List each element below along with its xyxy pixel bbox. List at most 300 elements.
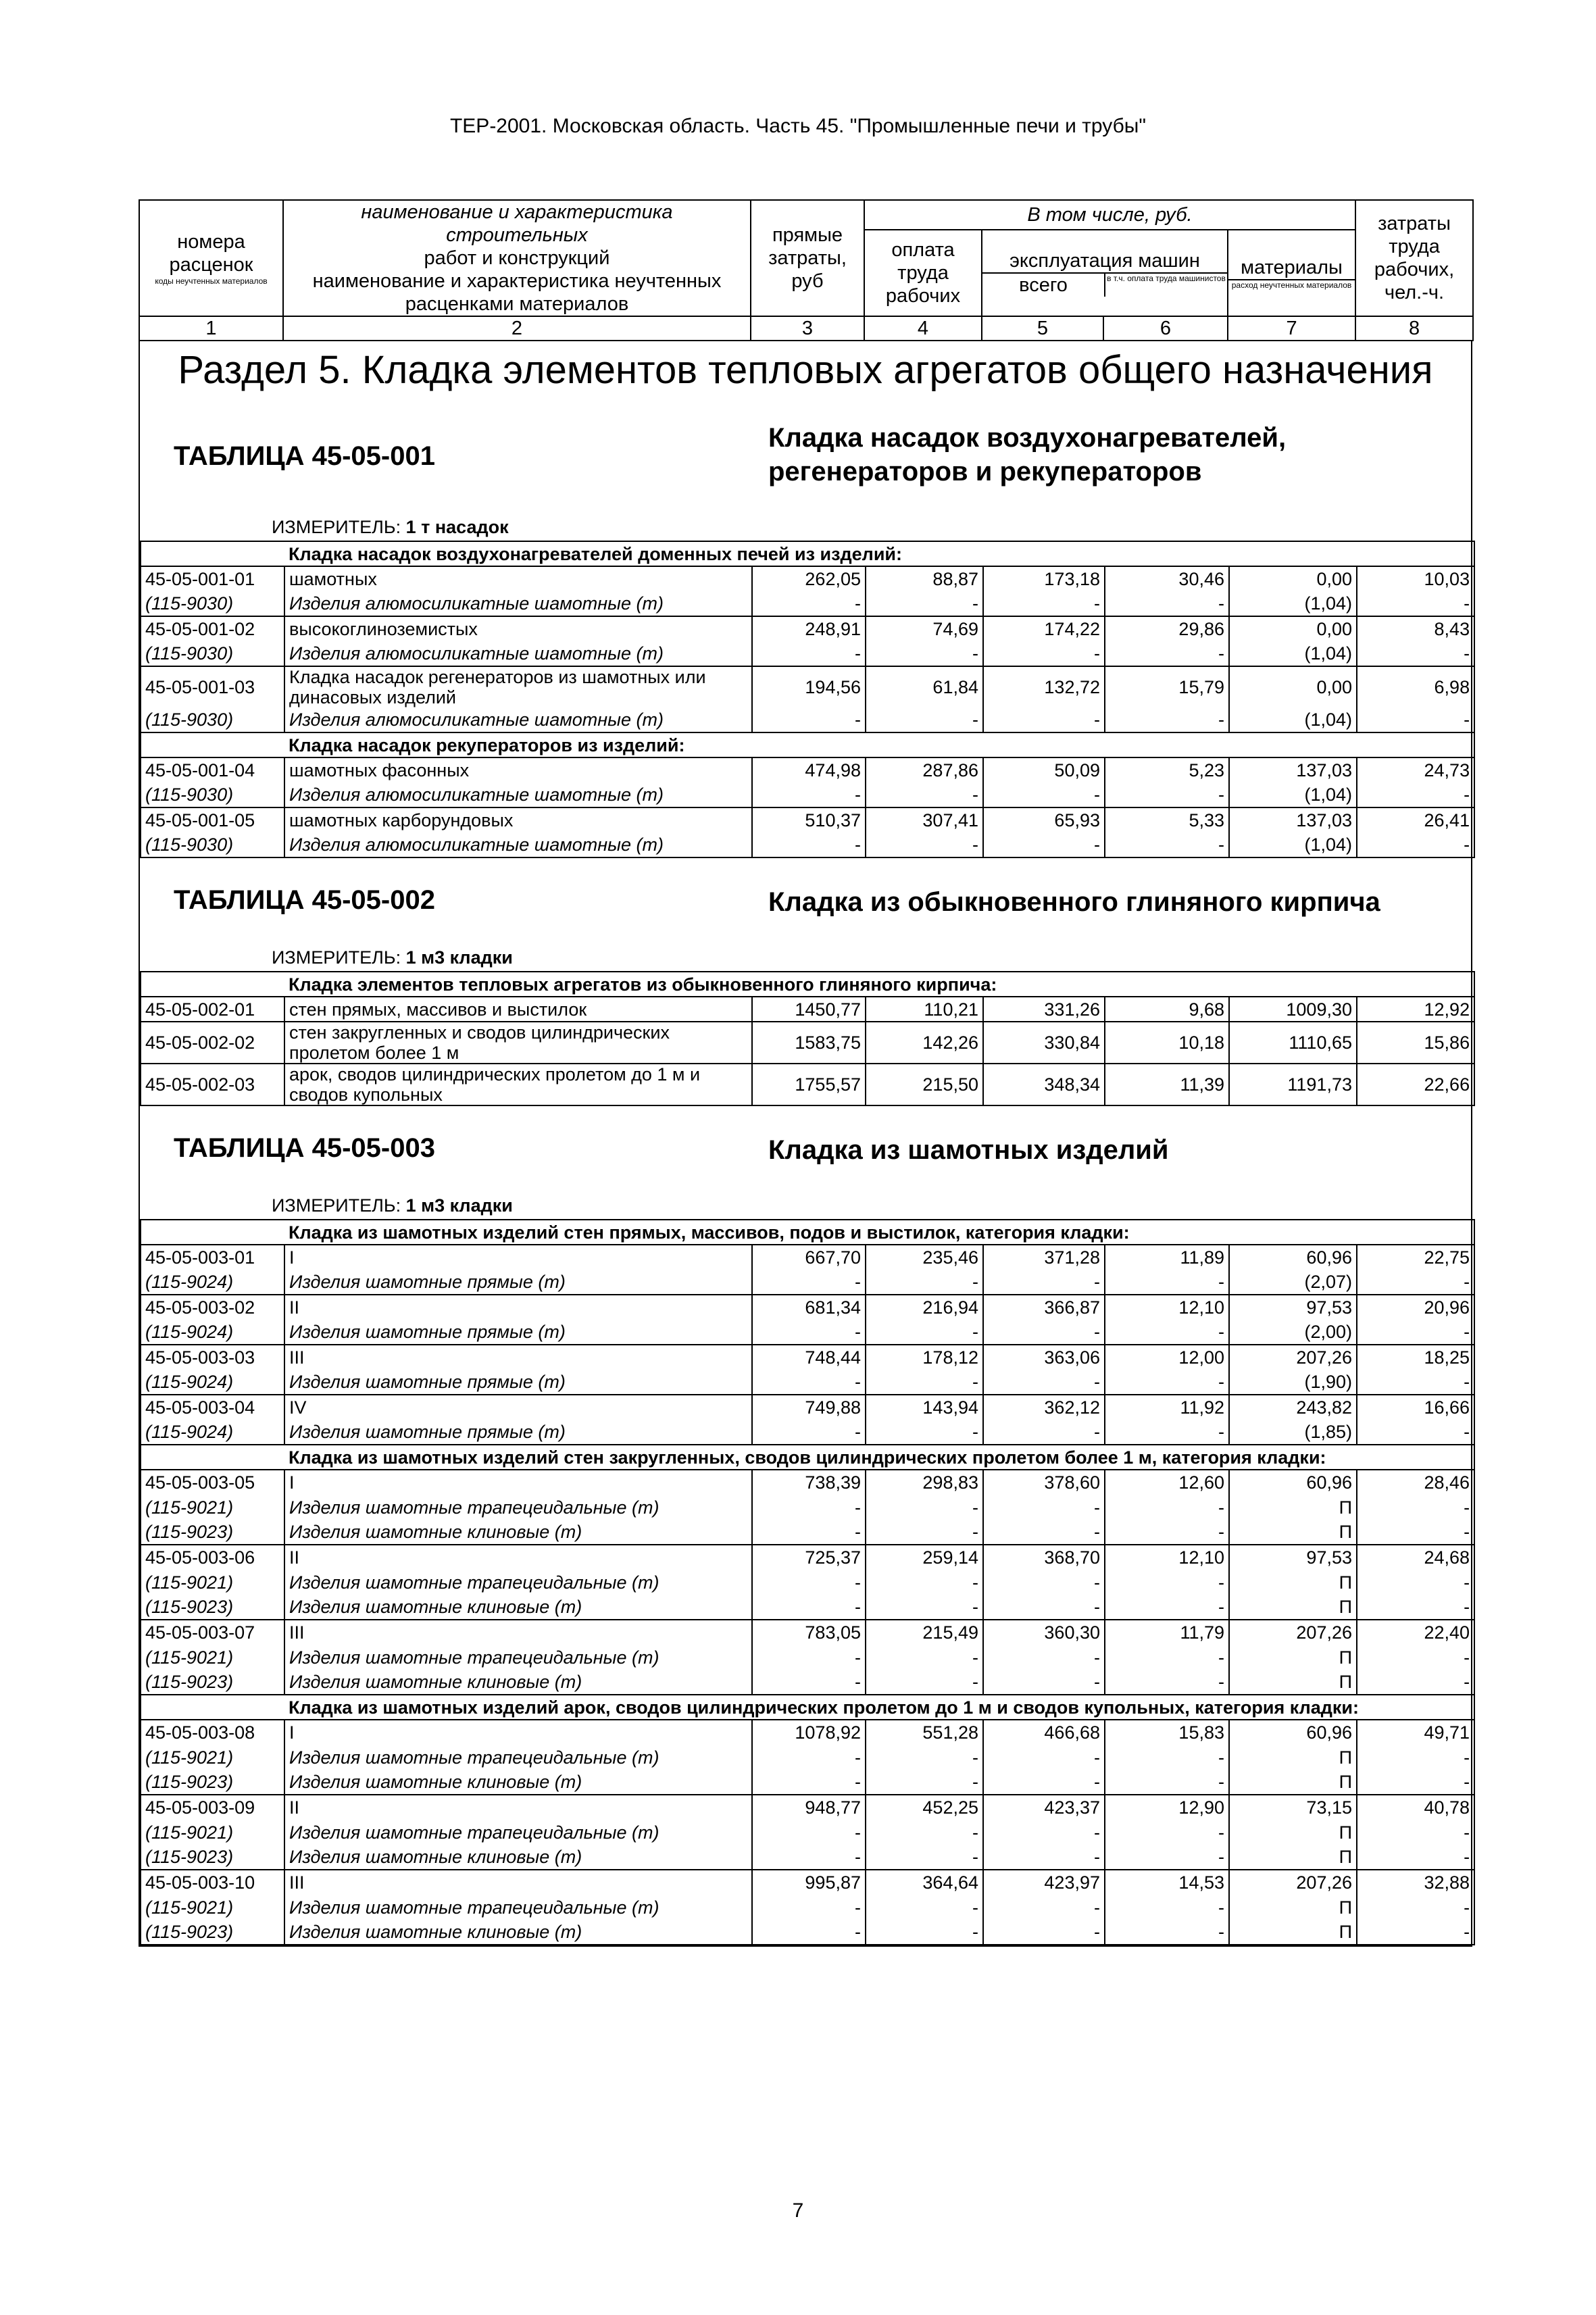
cell-v3: - <box>752 1570 866 1595</box>
cell-v4: 235,46 <box>866 1245 983 1270</box>
cell-v8: - <box>1357 1520 1474 1545</box>
table-3-rows <box>140 1219 1475 1945</box>
cell-v3: 474,98 <box>752 757 866 782</box>
cell-v7: П <box>1229 1595 1357 1620</box>
cell-v6: - <box>1105 1770 1229 1795</box>
cell-name: шамотных фасонных <box>284 757 752 782</box>
cell-v8: - <box>1357 1820 1474 1845</box>
cell-v5: - <box>983 1595 1105 1620</box>
cell-v3: 1078,92 <box>752 1720 866 1745</box>
cell-v4: - <box>866 1845 983 1870</box>
cell-code: 45-05-003-02 <box>141 1295 284 1320</box>
cell-v4: - <box>866 832 983 857</box>
cell-name: Изделия шамотные клиновые (т) <box>284 1595 752 1620</box>
cell-v4: 364,64 <box>866 1870 983 1895</box>
cell-code: (115-9021) <box>141 1495 284 1520</box>
cell-v8: - <box>1357 832 1474 857</box>
cell-v5: 366,87 <box>983 1295 1105 1320</box>
cell-code: 45-05-001-04 <box>141 757 284 782</box>
cell-v6: - <box>1105 707 1229 732</box>
cell-v3: 1755,57 <box>752 1064 866 1105</box>
table-row <box>141 1670 1474 1695</box>
cell-v4: 215,49 <box>866 1620 983 1645</box>
cell-v5: - <box>983 1895 1105 1920</box>
cell-v4: - <box>866 1645 983 1670</box>
cell-code: 45-05-002-01 <box>141 997 284 1022</box>
cell-name: Изделия алюмосиликатные шамотные (т) <box>284 832 752 857</box>
table-row <box>141 707 1474 732</box>
cell-v5: - <box>983 1420 1105 1445</box>
cell-name: Изделия шамотные прямые (т) <box>284 1320 752 1345</box>
cell-v8: - <box>1357 1845 1474 1870</box>
cell-v6: - <box>1105 1920 1229 1945</box>
table-row <box>141 1470 1474 1495</box>
table-row <box>141 757 1474 782</box>
cell-v8: - <box>1357 1895 1474 1920</box>
cell-v6: - <box>1105 1320 1229 1345</box>
cell-v7: 0,00 <box>1229 566 1357 591</box>
cell-name: стен закругленных и сводов цилиндрических пролетом более 1 м <box>284 1022 752 1064</box>
cell-v7: П <box>1229 1895 1357 1920</box>
cell-v3: - <box>752 1820 866 1845</box>
cell-v3: - <box>752 1370 866 1395</box>
cell-v7: (2,07) <box>1229 1270 1357 1295</box>
cell-v8: 16,66 <box>1357 1395 1474 1420</box>
cell-v6: 5,23 <box>1105 757 1229 782</box>
cell-v3: - <box>752 1270 866 1295</box>
cell-v6: 12,10 <box>1105 1295 1229 1320</box>
table-row <box>141 1770 1474 1795</box>
cell-name: Изделия шамотные клиновые (т) <box>284 1670 752 1695</box>
cell-v8: 22,40 <box>1357 1620 1474 1645</box>
page-header: ТЕР-2001. Московская область. Часть 45. "Промышленные печи и трубы" <box>449 115 1147 137</box>
cell-v5: - <box>983 707 1105 732</box>
cell-name: III <box>284 1870 752 1895</box>
cell-v6: 12,60 <box>1105 1470 1229 1495</box>
cell-v3: 749,88 <box>752 1395 866 1420</box>
group-heading: Кладка элементов тепловых агрегатов из обыкновенного глиняного кирпича: <box>284 972 1474 997</box>
cell-code: (115-9021) <box>141 1645 284 1670</box>
cell-v7: П <box>1229 1845 1357 1870</box>
cell-v4: 142,26 <box>866 1022 983 1064</box>
cell-v6: 12,00 <box>1105 1345 1229 1370</box>
cell-v6: 29,86 <box>1105 616 1229 641</box>
cell-v6: - <box>1105 1370 1229 1395</box>
cell-v8: 40,78 <box>1357 1795 1474 1820</box>
cell-name: Изделия алюмосиликатные шамотные (т) <box>284 782 752 807</box>
cell-v3: 995,87 <box>752 1870 866 1895</box>
table-row <box>141 1245 1474 1270</box>
table-row <box>141 832 1474 857</box>
cell-v6: - <box>1105 1595 1229 1620</box>
cell-v5: 423,97 <box>983 1870 1105 1895</box>
table-row <box>141 1720 1474 1745</box>
cell-v4: - <box>866 1595 983 1620</box>
cell-v8: - <box>1357 641 1474 666</box>
cell-v7: 207,26 <box>1229 1345 1357 1370</box>
col-header-1: номера расценок коды неучтенных материалов <box>139 200 283 316</box>
cell-v3: - <box>752 1670 866 1695</box>
cell-v4: - <box>866 591 983 616</box>
column-header-table <box>139 199 1474 341</box>
group-heading-row <box>141 541 1474 566</box>
cell-name: Изделия шамотные прямые (т) <box>284 1270 752 1295</box>
cell-name: Изделия шамотные клиновые (т) <box>284 1920 752 1945</box>
col-header-7: расход неучтенных материалов <box>1231 280 1352 291</box>
cell-v7: 97,53 <box>1229 1295 1357 1320</box>
cell-v8: - <box>1357 1920 1474 1945</box>
group-heading: Кладка из шамотных изделий арок, сводов цилиндрических пролетом до 1 м и сводов купольных, категория кладки: <box>284 1695 1474 1720</box>
cell-name: арок, сводов цилиндрических пролетом до 1 м и сводов купольных <box>284 1064 752 1105</box>
cell-v7: (1,04) <box>1229 782 1357 807</box>
cell-v3: 681,34 <box>752 1295 866 1320</box>
cell-v3: - <box>752 1495 866 1520</box>
cell-v4: - <box>866 1820 983 1845</box>
cell-v8: - <box>1357 591 1474 616</box>
cell-v5: - <box>983 641 1105 666</box>
cell-name: II <box>284 1295 752 1320</box>
cell-v5: - <box>983 1320 1105 1345</box>
table-row <box>141 1270 1474 1295</box>
cell-v8: - <box>1357 1270 1474 1295</box>
cell-v8: 26,41 <box>1357 807 1474 832</box>
table-row <box>141 1845 1474 1870</box>
group-heading-row <box>141 1695 1474 1720</box>
col-header-4: оплата труда рабочих <box>864 230 982 316</box>
cell-v4: 88,87 <box>866 566 983 591</box>
cell-v7: П <box>1229 1520 1357 1545</box>
cell-v4: 298,83 <box>866 1470 983 1495</box>
cell-v8: 22,75 <box>1357 1245 1474 1270</box>
cell-v8: 24,73 <box>1357 757 1474 782</box>
cell-v6: 10,18 <box>1105 1022 1229 1064</box>
cell-v8: 49,71 <box>1357 1720 1474 1745</box>
cell-v7: 207,26 <box>1229 1870 1357 1895</box>
table-row <box>141 616 1474 641</box>
table-1-code: ТАБЛИЦА 45-05-001 <box>174 441 435 471</box>
cell-v8: - <box>1357 707 1474 732</box>
cell-v3: - <box>752 641 866 666</box>
cell-v7: П <box>1229 1670 1357 1695</box>
cell-v6: - <box>1105 782 1229 807</box>
cell-code: 45-05-003-05 <box>141 1470 284 1495</box>
cell-v3: - <box>752 832 866 857</box>
table-row <box>141 807 1474 832</box>
cell-v8: - <box>1357 1770 1474 1795</box>
group-heading-row <box>141 1445 1474 1470</box>
cell-v7: П <box>1229 1770 1357 1795</box>
cell-v4: - <box>866 1370 983 1395</box>
group-heading: Кладка насадок рекуператоров из изделий: <box>284 732 1474 757</box>
group-heading: Кладка из шамотных изделий стен прямых, массивов, подов и выстилок, категория кладки: <box>284 1220 1474 1245</box>
table-row <box>141 1370 1474 1395</box>
cell-v4: - <box>866 641 983 666</box>
col-header-3: прямые затраты, руб <box>751 200 864 316</box>
cell-v8: 15,86 <box>1357 1022 1474 1064</box>
cell-v6: - <box>1105 1820 1229 1845</box>
cell-v6: 15,83 <box>1105 1720 1229 1745</box>
column-number-row: 1 2 3 4 5 6 7 8 <box>139 316 1473 341</box>
cell-name: Кладка насадок регенераторов из шамотных или динасовых изделий <box>284 666 752 707</box>
cell-code: (115-9030) <box>141 591 284 616</box>
cell-v5: - <box>983 1370 1105 1395</box>
cell-name: шамотных <box>284 566 752 591</box>
cell-v5: - <box>983 1520 1105 1545</box>
section-title: Раздел 5. Кладка элементов тепловых агрегатов общего назначения <box>178 348 1433 392</box>
cell-v5: 132,72 <box>983 666 1105 707</box>
cell-v4: 74,69 <box>866 616 983 641</box>
cell-v7: 137,03 <box>1229 807 1357 832</box>
cell-code: (115-9030) <box>141 832 284 857</box>
cell-code: 45-05-002-02 <box>141 1022 284 1064</box>
cell-v5: - <box>983 591 1105 616</box>
cell-v7: 60,96 <box>1229 1720 1357 1745</box>
col-header-2: наименование и характеристика строительных работ и конструкций наименование и характеристика неучтенных расценками материалов <box>283 200 751 316</box>
cell-v7: 0,00 <box>1229 666 1357 707</box>
cell-v4: 61,84 <box>866 666 983 707</box>
cell-v3: 783,05 <box>752 1620 866 1645</box>
cell-v3: 948,77 <box>752 1795 866 1820</box>
cell-v8: - <box>1357 1595 1474 1620</box>
table-2-code: ТАБЛИЦА 45-05-002 <box>174 885 435 915</box>
table-row <box>141 1545 1474 1570</box>
table-row <box>141 641 1474 666</box>
cell-v7: 97,53 <box>1229 1545 1357 1570</box>
cell-code: (115-9021) <box>141 1820 284 1845</box>
cell-v4: - <box>866 1745 983 1770</box>
cell-code: 45-05-003-08 <box>141 1720 284 1745</box>
col-header-machines: эксплуатация машин <box>982 249 1227 274</box>
cell-v4: 110,21 <box>866 997 983 1022</box>
cell-v3: - <box>752 1420 866 1445</box>
cell-v7: (1,04) <box>1229 832 1357 857</box>
cell-v3: - <box>752 1920 866 1945</box>
cell-code: 45-05-001-02 <box>141 616 284 641</box>
col-header-6: в т.ч. оплата труда машинистов <box>1107 274 1226 284</box>
cell-v3: - <box>752 1770 866 1795</box>
cell-v6: - <box>1105 1645 1229 1670</box>
cell-code: (115-9023) <box>141 1920 284 1945</box>
cell-code: 45-05-001-05 <box>141 807 284 832</box>
cell-v6: - <box>1105 1420 1229 1445</box>
cell-v6: 9,68 <box>1105 997 1229 1022</box>
cell-v7: 207,26 <box>1229 1620 1357 1645</box>
cell-code: (115-9023) <box>141 1845 284 1870</box>
cell-name: Изделия шамотные клиновые (т) <box>284 1770 752 1795</box>
cell-v7: 1110,65 <box>1229 1022 1357 1064</box>
cell-v8: - <box>1357 1645 1474 1670</box>
cell-code: (115-9021) <box>141 1570 284 1595</box>
document-sheet <box>139 199 1472 1947</box>
cell-v6: - <box>1105 1895 1229 1920</box>
table-3-code: ТАБЛИЦА 45-05-003 <box>174 1133 435 1163</box>
cell-name: III <box>284 1345 752 1370</box>
cell-name: Изделия шамотные прямые (т) <box>284 1420 752 1445</box>
cell-v4: 452,25 <box>866 1795 983 1820</box>
cell-v5: - <box>983 1845 1105 1870</box>
cell-v7: (1,04) <box>1229 707 1357 732</box>
table-2-rows <box>140 971 1475 1106</box>
cell-name: Изделия шамотные трапецеидальные (т) <box>284 1495 752 1520</box>
cell-v8: 18,25 <box>1357 1345 1474 1370</box>
cell-v5: 363,06 <box>983 1345 1105 1370</box>
cell-v3: - <box>752 782 866 807</box>
cell-code: 45-05-003-04 <box>141 1395 284 1420</box>
cell-v5: 378,60 <box>983 1470 1105 1495</box>
cell-v5: 50,09 <box>983 757 1105 782</box>
table-1-meter: ИЗМЕРИТЕЛЬ: 1 т насадок <box>272 517 509 537</box>
cell-v4: 551,28 <box>866 1720 983 1745</box>
cell-code: (115-9030) <box>141 707 284 732</box>
table-row <box>141 1895 1474 1920</box>
cell-code: (115-9024) <box>141 1270 284 1295</box>
cell-name: Изделия шамотные трапецеидальные (т) <box>284 1820 752 1845</box>
cell-v7: П <box>1229 1645 1357 1670</box>
cell-v4: - <box>866 782 983 807</box>
cell-v4: - <box>866 1520 983 1545</box>
cell-code: (115-9023) <box>141 1770 284 1795</box>
cell-v5: 331,26 <box>983 997 1105 1022</box>
cell-v4: - <box>866 1570 983 1595</box>
cell-v7: 60,96 <box>1229 1470 1357 1495</box>
table-row <box>141 591 1474 616</box>
cell-name: Изделия шамотные трапецеидальные (т) <box>284 1745 752 1770</box>
cell-v5: 173,18 <box>983 566 1105 591</box>
cell-v3: - <box>752 1595 866 1620</box>
cell-v4: 215,50 <box>866 1064 983 1105</box>
cell-name: шамотных карборундовых <box>284 807 752 832</box>
cell-v3: 262,05 <box>752 566 866 591</box>
cell-v7: (2,00) <box>1229 1320 1357 1345</box>
cell-v8: - <box>1357 1370 1474 1395</box>
cell-v5: 330,84 <box>983 1022 1105 1064</box>
cell-code: (115-9030) <box>141 782 284 807</box>
cell-v8: 6,98 <box>1357 666 1474 707</box>
cell-name: Изделия шамотные клиновые (т) <box>284 1845 752 1870</box>
cell-v5: - <box>983 1670 1105 1695</box>
cell-code: (115-9023) <box>141 1520 284 1545</box>
cell-name: Изделия алюмосиликатные шамотные (т) <box>284 707 752 732</box>
cell-v3: 725,37 <box>752 1545 866 1570</box>
cell-v5: - <box>983 1645 1105 1670</box>
table-2-title: Кладка из обыкновенного глиняного кирпича <box>768 887 1380 917</box>
cell-v4: 259,14 <box>866 1545 983 1570</box>
table-1-heading <box>140 421 1471 489</box>
group-heading: Кладка насадок воздухонагревателей доменных печей из изделий: <box>284 541 1474 566</box>
cell-code: (115-9021) <box>141 1895 284 1920</box>
cell-v6: - <box>1105 1270 1229 1295</box>
cell-v3: - <box>752 1895 866 1920</box>
cell-name: IV <box>284 1395 752 1420</box>
cell-name: I <box>284 1245 752 1270</box>
table-row <box>141 1395 1474 1420</box>
cell-v8: - <box>1357 1495 1474 1520</box>
cell-v5: 371,28 <box>983 1245 1105 1270</box>
cell-v3: 510,37 <box>752 807 866 832</box>
cell-v6: 12,10 <box>1105 1545 1229 1570</box>
col-header-8: затраты труда рабочих, чел.-ч. <box>1355 200 1473 316</box>
cell-v6: - <box>1105 641 1229 666</box>
cell-v8: 24,68 <box>1357 1545 1474 1570</box>
cell-v5: - <box>983 1270 1105 1295</box>
cell-v7: 0,00 <box>1229 616 1357 641</box>
cell-v5: - <box>983 1495 1105 1520</box>
table-row <box>141 1495 1474 1520</box>
cell-v8: 20,96 <box>1357 1295 1474 1320</box>
cell-v5: 348,34 <box>983 1064 1105 1105</box>
cell-v3: 738,39 <box>752 1470 866 1495</box>
cell-v3: 194,56 <box>752 666 866 707</box>
table-3-title: Кладка из шамотных изделий <box>768 1135 1169 1165</box>
cell-v5: - <box>983 1770 1105 1795</box>
cell-code: 45-05-001-03 <box>141 666 284 707</box>
cell-v6: - <box>1105 832 1229 857</box>
cell-v7: 60,96 <box>1229 1245 1357 1270</box>
cell-v4: 307,41 <box>866 807 983 832</box>
cell-v8: 12,92 <box>1357 997 1474 1022</box>
cell-name: III <box>284 1620 752 1645</box>
cell-v4: - <box>866 1420 983 1445</box>
table-1-rows <box>140 541 1475 858</box>
cell-v4: - <box>866 1670 983 1695</box>
cell-v6: - <box>1105 1670 1229 1695</box>
cell-v3: - <box>752 1845 866 1870</box>
table-row <box>141 1645 1474 1670</box>
cell-code: (115-9023) <box>141 1595 284 1620</box>
cell-v3: 667,70 <box>752 1245 866 1270</box>
cell-v4: - <box>866 1270 983 1295</box>
table-row <box>141 1022 1474 1064</box>
cell-v6: 14,53 <box>1105 1870 1229 1895</box>
cell-v7: 1009,30 <box>1229 997 1357 1022</box>
cell-v7: (1,90) <box>1229 1370 1357 1395</box>
cell-v6: 15,79 <box>1105 666 1229 707</box>
table-row <box>141 1345 1474 1370</box>
cell-v3: - <box>752 1645 866 1670</box>
col-header-materials: материалы <box>1228 256 1355 280</box>
cell-code: 45-05-001-01 <box>141 566 284 591</box>
cell-code: 45-05-003-10 <box>141 1870 284 1895</box>
table-3-heading <box>140 1133 1471 1167</box>
cell-v6: - <box>1105 1520 1229 1545</box>
cell-v8: - <box>1357 1670 1474 1695</box>
cell-name: стен прямых, массивов и выстилок <box>284 997 752 1022</box>
cell-name: Изделия шамотные трапецеидальные (т) <box>284 1895 752 1920</box>
cell-v5: 466,68 <box>983 1720 1105 1745</box>
section-body <box>139 341 1472 1947</box>
cell-v3: - <box>752 591 866 616</box>
cell-v3: - <box>752 1320 866 1345</box>
cell-v7: П <box>1229 1570 1357 1595</box>
cell-v4: - <box>866 1895 983 1920</box>
table-row <box>141 1064 1474 1105</box>
cell-v5: 362,12 <box>983 1395 1105 1420</box>
cell-name: Изделия шамотные трапецеидальные (т) <box>284 1645 752 1670</box>
cell-v8: 22,66 <box>1357 1064 1474 1105</box>
cell-v3: 248,91 <box>752 616 866 641</box>
cell-v4: 216,94 <box>866 1295 983 1320</box>
cell-v8: - <box>1357 782 1474 807</box>
cell-v5: - <box>983 1820 1105 1845</box>
table-row <box>141 1620 1474 1645</box>
table-row <box>141 1320 1474 1345</box>
cell-v6: 5,33 <box>1105 807 1229 832</box>
cell-v5: 423,37 <box>983 1795 1105 1820</box>
cell-v6: - <box>1105 1570 1229 1595</box>
table-row <box>141 782 1474 807</box>
cell-v8: - <box>1357 1420 1474 1445</box>
cell-v5: - <box>983 1745 1105 1770</box>
